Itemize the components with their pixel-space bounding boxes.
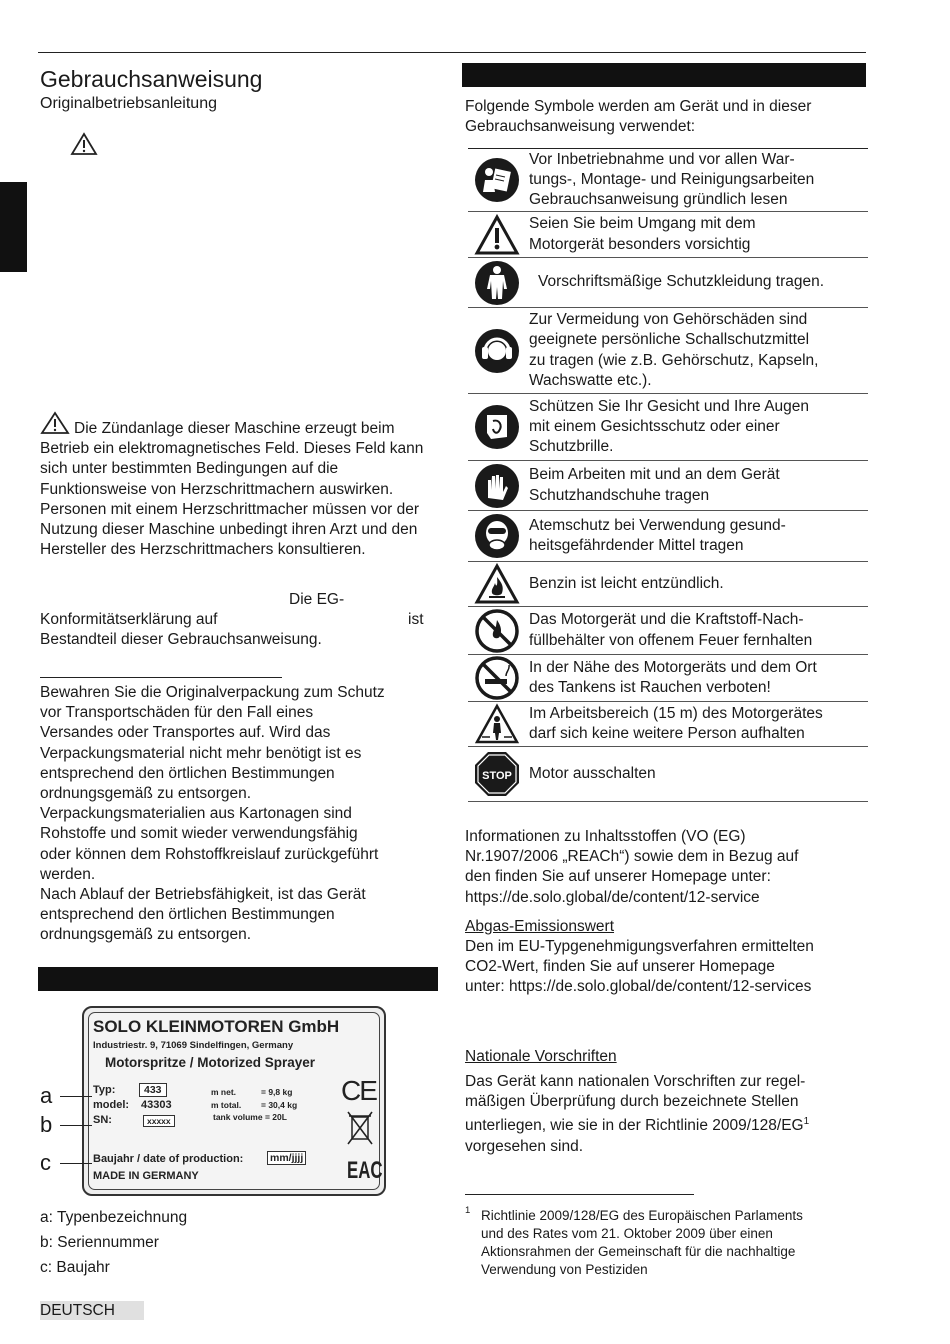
plate-sn-label: SN: [93,1114,112,1126]
packaging-text: Bewahren Sie die Originalverpackung zum Schutz vor Transportschäden für den Fall eines Versandes oder Transportes auf. Wird das Verpackungsmaterial nicht mehr benötigt ist es entsprechend den örtlichen Bestimmungen ordnungsgemäß zu entsorgen. Verpackungsmaterialien aus Kartonagen sind Rohstoffe und somit wieder verwendungsfähig oder können dem Rohstoffkreislauf zurückgeführt werden. Nach Ablauf der Betriebsfähigkeit, ist das Gerät entsprechend den örtlichen Bestimmungen ordnungsgemäß zu entsorgen. [40,684,385,944]
section-rule [40,677,282,678]
ce-mark: CE [341,1075,376,1106]
callout-c: c [40,1150,51,1175]
stop-sign-label: STOP [482,770,512,782]
face-shield-icon [473,403,521,451]
callout-a: a [40,1083,53,1108]
reach-info: Informationen zu Inhaltsstoffen (VO (EG) Nr.1907/2006 „REACh“) sowie dem in Bezug auf den finden Sie auf unserer Homepage unter: https://de.solo.global/de/content/12-service [465,828,799,906]
legend-c: c: Baujahr [40,1259,110,1276]
symbol-row: Benzin ist leicht entzündlich. [468,562,868,607]
plate-mass-net-label: m net. [211,1087,237,1097]
eac-mark: EAC [347,1157,383,1184]
eg-declaration-c: ist [408,611,424,628]
warning-triangle-icon [474,214,520,256]
plate-model-label: model: [93,1099,130,1111]
plate-address: Industriestr. 9, 71069 Sindelfingen, Germany [93,1040,294,1051]
language-footer: DEUTSCH [40,1301,144,1320]
plate-date-value: mm/jjjj [267,1151,306,1165]
plate-company: SOLO KLEINMOTOREN GmbH [93,1017,340,1036]
stop-sign-icon [473,750,521,798]
callout-line-c [60,1163,92,1164]
plate-typ-value: 433 [139,1083,167,1097]
plate-typ-label: Typ: [93,1084,116,1096]
footnote-ref: 1 [803,1116,810,1128]
symbol-row: In der Nähe des Motorgeräts und dem Ort des Tankens ist Rauchen verboten! [468,655,868,702]
plate-mass-net-value: = 9,8 kg [261,1087,293,1097]
page-subtitle: Originalbetriebsanleitung [40,95,217,112]
plate-mass-total-label: m total. [211,1100,242,1110]
symbol-row: Beim Arbeiten mit und an dem Gerät Schutzhandschuhe tragen [468,461,868,511]
protective-clothing-icon [473,259,521,307]
symbol-row: STOP Motor ausschalten [468,747,868,802]
symbols-intro: Folgende Symbole werden am Gerät und in dieser Gebrauchsanweisung verwendet: [465,98,812,136]
symbol-row: Im Arbeitsbereich (15 m) des Motorgerätes darf sich keine weitere Person aufhalten [468,702,868,747]
symbol-row: Seien Sie beim Umgang mit dem Motorgerät besonders vorsichtig [468,212,868,258]
respirator-icon [473,512,521,560]
symbol-row: Zur Vermeidung von Gehörschäden sind geeignete persönliche Schallschutzmittel zu tragen (wie z.B. Gehörschutz, Kapseln, Wachswatte etc.). [468,308,868,394]
footnote-text: Richtlinie 2009/128/EG des Europäischen Parlaments und des Rates vom 21. Oktober 2009 über einen Aktionsrahmen der Gemeinschaft für die nachhaltige Verwendung von Pestiziden [481,1208,803,1277]
page-title: Gebrauchsanweisung [40,66,263,92]
callout-line-a [60,1096,92,1097]
section-header-bar [38,967,438,991]
plate-date-label: Baujahr / date of production: [93,1153,244,1165]
national-text: Das Gerät kann nationalen Vorschriften zur regel- mäßigen Überprüfung durch bezeichnete Stellen unterliegen, wie sie in der Richtlinie $2009/128/EG^1$ vorgesehen sind. [465,1073,810,1155]
emission-text: Den im EU-Typgenehmigungsverfahren ermittelten CO2-Wert, finden Sie auf unserer Homepage unter: https://de.solo.global/de/content/12-services [465,938,814,996]
no-smoking-icon [474,655,520,701]
symbol-row: Das Motorgerät und die Kraftstoff-Nach- füllbehälter von offenem Feuer fernhalten [468,607,868,655]
plate-tank-volume: tank volume = 20L [213,1112,287,1122]
flammable-icon [474,563,520,605]
section-header-bar [462,63,866,87]
read-manual-icon [473,156,521,204]
symbol-row: Schützen Sie Ihr Gesicht und Ihre Augen mit einem Gesichtsschutz oder einer Schutzbrille. [468,394,868,461]
top-rule [38,52,866,53]
symbol-row: Vor Inbetriebnahme und vor allen War- tungs-, Montage- und Reinigungsarbeiten Gebrauchsanweisung gründlich lesen [468,149,868,212]
no-open-flame-icon [474,608,520,654]
national-heading: Nationale Vorschriften [465,1048,617,1065]
eg-declaration-d: Bestandteil dieser Gebrauchsanweisung. [40,631,322,648]
symbol-row: Vorschriftsmäßige Schutzkleidung tragen. [468,258,868,308]
eg-declaration-a: Die EG- [289,591,345,608]
keep-distance-icon [474,703,520,745]
footnote-rule [465,1194,694,1195]
language-side-tab [0,182,27,272]
eg-declaration-b: Konformitätserklärung auf [40,611,218,628]
footnote-marker: 1 [465,1205,471,1216]
callout-b: b [40,1112,53,1137]
plate-mass-total-value: = 30,4 kg [261,1100,298,1110]
legend-a: a: Typenbezeichnung [40,1209,188,1226]
symbol-row: Atemschutz bei Verwendung gesund- heitsgefährdender Mittel tragen [468,511,868,562]
callout-line-b [60,1125,92,1126]
gloves-icon [473,462,521,510]
plate-product: Motorspritze / Motorized Sprayer [105,1055,316,1070]
rating-plate [82,1006,386,1196]
pacemaker-warning: Die Zündanlage dieser Maschine erzeugt beim Betrieb ein elektromagnetisches Feld. Dieses Feld kann sich unter bestimmten Bedingungen auf die Funktionsweise von Herzschrittmachern auswirken. Personen mit einem Herzschrittmacher müssen vor der Nutzung dieser Maschine unbedingt ihren Arzt und den Hersteller des Herzschrittmachers konsultieren. [40,420,424,559]
ear-protection-icon [473,327,521,375]
plate-made-in: MADE IN GERMANY [93,1170,199,1182]
weee-bin-icon [345,1109,375,1147]
legend-b: b: Seriennummer [40,1234,159,1251]
warning-triangle-icon [70,132,98,156]
plate-model-value: 43303 [141,1099,172,1111]
plate-sn-value: xxxxx [143,1115,175,1127]
emission-heading: Abgas-Emissionswert [465,918,615,935]
